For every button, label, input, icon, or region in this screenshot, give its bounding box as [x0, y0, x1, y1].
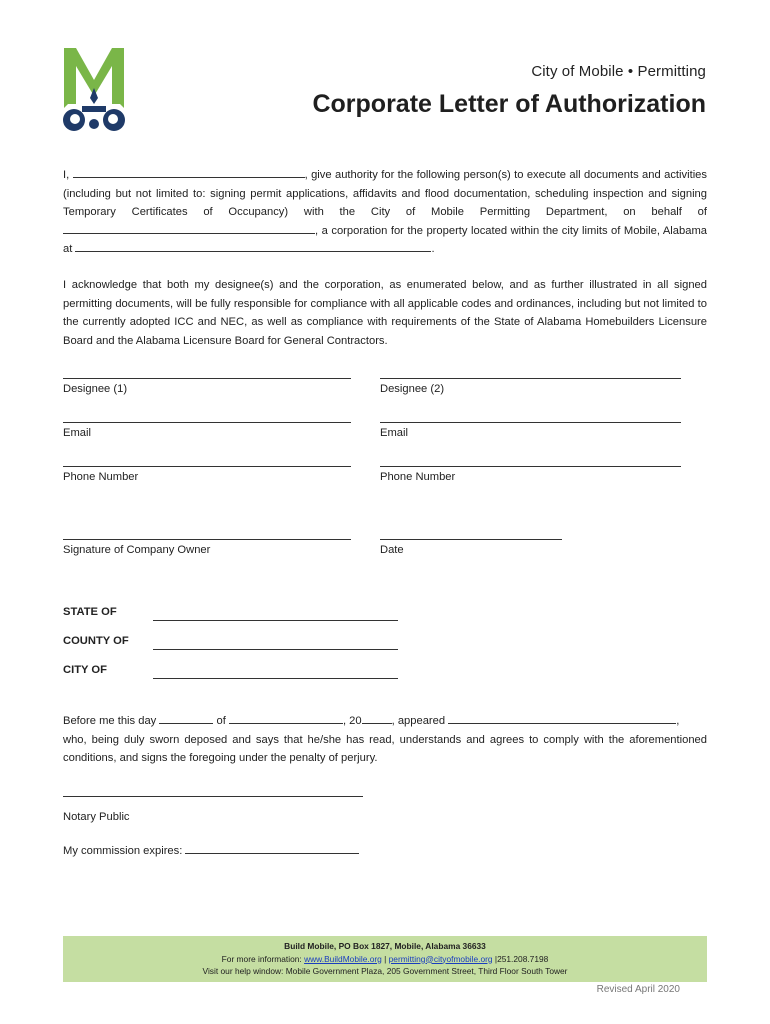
- state-line[interactable]: [153, 619, 398, 621]
- date-label: Date: [380, 544, 404, 556]
- owner-signature-label: Signature of Company Owner: [63, 544, 211, 556]
- designee-2-label: Designee (2): [380, 383, 445, 395]
- designee-2-line[interactable]: [380, 366, 681, 379]
- notary-text-6: who, being duly sworn deposed and says that he/she has read, understands and agrees to comply with the aforementioned conditions, and signs the foregoing under the penalty of perjury.: [63, 733, 707, 764]
- footer-info-prefix: For more information:: [221, 953, 305, 964]
- phone-1-block: [63, 454, 351, 483]
- notary-public-label: Notary Public: [63, 811, 130, 823]
- state-label: STATE OF: [63, 606, 117, 618]
- notary-text-5: ,: [676, 715, 680, 727]
- city-label: CITY OF: [63, 664, 107, 676]
- commission-expires: [63, 842, 359, 857]
- designee-1-label: Designee (1): [63, 383, 128, 395]
- city-of-mobile-logo: [60, 44, 128, 136]
- email-2-line[interactable]: [380, 410, 681, 423]
- owner-signature-line[interactable]: [63, 527, 351, 540]
- notary-paragraph: [63, 712, 707, 768]
- month-blank[interactable]: [229, 712, 343, 724]
- phone-2-line[interactable]: [380, 454, 681, 467]
- phone-1-label: Phone Number: [63, 471, 139, 483]
- phone-2-label: Phone Number: [380, 471, 456, 483]
- phone-1-line[interactable]: [63, 454, 351, 467]
- website-link[interactable]: www.BuildMobile.org: [304, 953, 382, 964]
- notary-text-3: , 20: [342, 715, 362, 727]
- footer-phone: |251.208.7198: [492, 953, 549, 964]
- notary-text-2: of: [213, 715, 229, 727]
- designee-1-block: [63, 366, 351, 395]
- email-1-line[interactable]: [63, 410, 351, 423]
- county-line[interactable]: [153, 648, 398, 650]
- p1-text-d: .: [431, 243, 435, 255]
- p1-text-c: , a corporation for the property located within the city limits of Mobile, Alabama at: [63, 224, 707, 255]
- footer-contact: [63, 953, 707, 966]
- email-link[interactable]: permitting@cityofmobile.org: [388, 953, 493, 964]
- property-address-blank[interactable]: [75, 240, 431, 252]
- city-line[interactable]: [153, 677, 398, 679]
- commission-blank[interactable]: [185, 842, 359, 854]
- designee-2-block: [380, 366, 681, 395]
- year-blank[interactable]: [362, 712, 392, 724]
- county-label: COUNTY OF: [63, 635, 129, 647]
- revised-date: Revised April 2020: [596, 984, 680, 995]
- email-1-block: [63, 410, 351, 439]
- footer-separator: |: [381, 953, 389, 964]
- commission-label: My commission expires:: [63, 845, 186, 857]
- email-2-label: Email: [380, 427, 408, 439]
- p1-text-b: , give authority for the following person(s) to execute all documents and activities (including but not limited to: signing permit applications, affidavits and flood documentation, scheduling inspection and signing Temporary Certificates of Occupancy) with the City of Mobile Permitting Department, on behalf of: [63, 169, 707, 218]
- footer-help: Visit our help window: Mobile Government Plaza, 205 Government Street, Third Floor South Tower: [202, 966, 568, 976]
- footer-address: Build Mobile, PO Box 1827, Mobile, Alabama 36633: [284, 941, 486, 951]
- day-blank[interactable]: [159, 712, 213, 724]
- email-1-label: Email: [63, 427, 91, 439]
- notary-text-4: , appeared: [391, 715, 449, 727]
- p1-text-a: I,: [63, 169, 73, 181]
- authorization-paragraph: [63, 166, 707, 259]
- footer-banner: [63, 936, 707, 982]
- designee-1-line[interactable]: [63, 366, 351, 379]
- date-line[interactable]: [380, 527, 562, 540]
- notary-text-1: Before me this day: [63, 715, 160, 727]
- phone-2-block: [380, 454, 681, 483]
- acknowledgement-paragraph: I acknowledge that both my designee(s) and the corporation, as enumerated below, and as further illustrated in all signed permitting documents, will be fully responsible for compliance with all applicable codes and ordinances, including but not limited to the currently adopted ICC and NEC, as well as compliance with requirements of the State of Alabama Homebuilders Licensure Board and the Alabama Licensure Board for General Contractors.: [63, 279, 707, 347]
- corporation-name-blank[interactable]: [63, 222, 315, 234]
- grantor-name-blank[interactable]: [73, 166, 305, 178]
- owner-signature-block: [63, 527, 351, 556]
- page-title: Corporate Letter of Authorization: [312, 90, 706, 118]
- notary-signature-line[interactable]: [63, 796, 363, 797]
- date-block: [380, 527, 562, 556]
- email-2-block: [380, 410, 681, 439]
- appeared-name-blank[interactable]: [448, 712, 676, 724]
- header-subtitle: City of Mobile • Permitting: [531, 63, 706, 80]
